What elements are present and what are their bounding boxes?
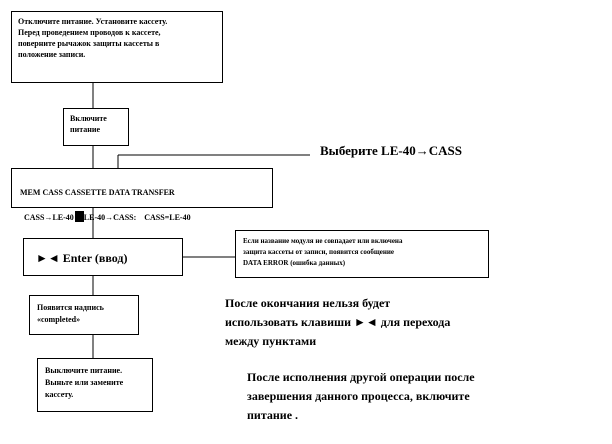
step-enter-box: ►◄ Enter (ввод) (23, 238, 183, 276)
menu-box (11, 168, 273, 222)
error-note-box: Если название модуля не совпадает или включена защита кассеты от записи, появится сообщение DATA ERROR (ошибка данных) (235, 230, 489, 278)
step-finish-box: Выключите питание. Выньте или замените кассету. (37, 358, 153, 412)
menu-title: MEM CASS CASSETTE DATA TRANSFER (20, 188, 175, 197)
menu-options (20, 211, 264, 224)
select-callout-text: Выберите LE-40→CASS (320, 143, 462, 158)
keys-note-text: После окончания нельзя будет использовать клавиши ►◄ для перехода между пунктами (225, 296, 451, 348)
step-power-on-box: Включите питание (63, 108, 129, 146)
step-completed-box: Появится надпись «completed» (29, 295, 139, 335)
menu-option-cass-to-le40: CASS→LE-40 (24, 213, 74, 222)
menu-option-le40-to-cass: LE-40→CASS: (83, 213, 137, 222)
power-note-text: После исполнения другой операции после завершения данного процесса, включите питание . (247, 370, 475, 422)
cursor-block (75, 211, 84, 222)
menu-option-cass-equals-le40: CASS=LE-40 (144, 213, 191, 222)
step-power-off-box: Отключите питание. Установите кассету. Перед проведением проводов к кассете, поверните рычажок защиты кассеты в положение записи. (11, 11, 223, 83)
